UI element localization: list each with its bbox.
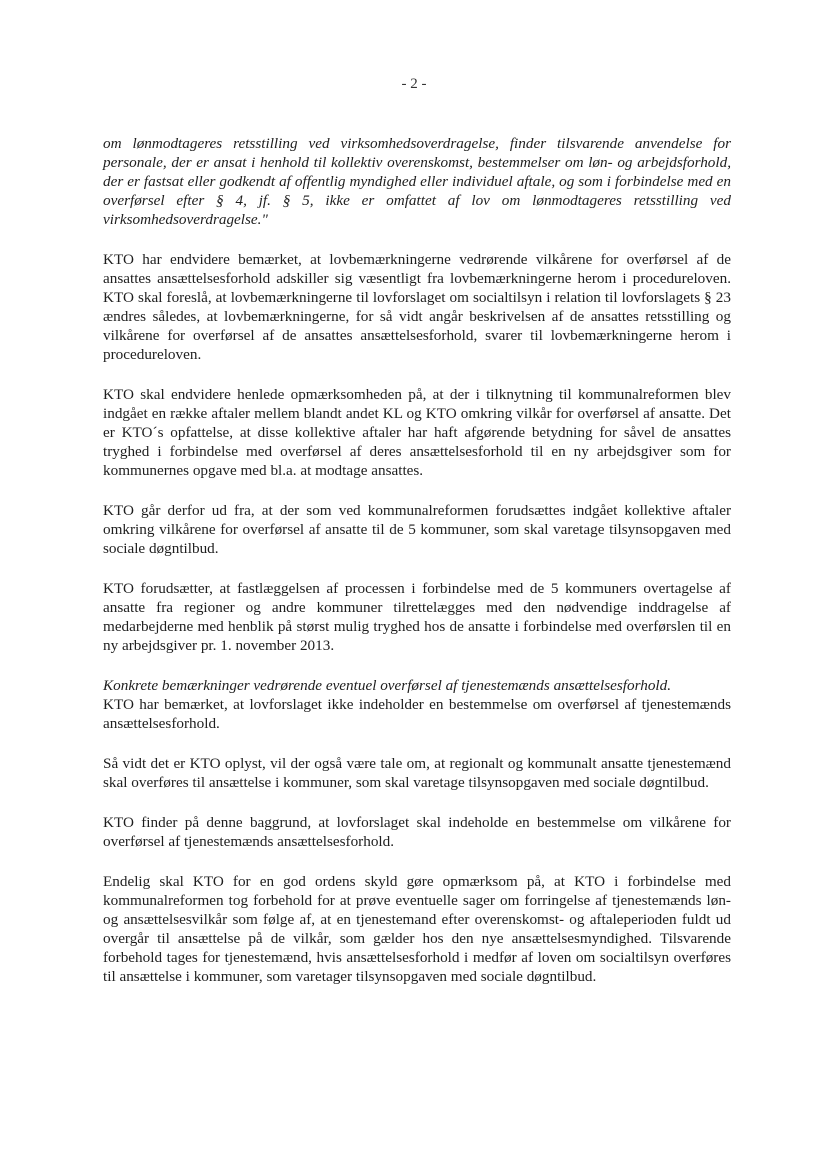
body-paragraph: Endelig skal KTO for en god ordens skyld gøre opmærksom på, at KTO i forbindelse med kommunalreformen tog forbehold for at prøve eventuelle sager om forringelse af tjenestemænds løn- og ansættelsesvilkår som følge af, at en tjenestemand efter overenskomst- og aftaleperioden fuldt ud overgår til ansættelse på de vilkår, som gælder hos den nye ansættelsesmyndighed. Tilsvarende forbehold tages for tjenestemænd, hvis ansættelsesforhold i medfør af loven om socialtilsyn overføres til ansættelse i kommuner, som varetager tilsynsopgaven med sociale døgntilbud.: [103, 873, 731, 985]
body-paragraph: KTO skal endvidere henlede opmærksomheden på, at der i tilknytning til kommunalreformen blev indgået en række aftaler mellem blandt andet KL og KTO omkring vilkår for overførsel af ansatte. Det er KTO´s opfattelse, at disse kollektive aftaler har haft afgørende betydning for såvel de ansattes tryghed i forbindelse med overførsel af deres ansættelsesforhold til en ny arbejdsgiver som for kommunernes opgave med bl.a. at modtage ansattes.: [103, 386, 731, 479]
body-paragraph: KTO forudsætter, at fastlæggelsen af processen i forbindelse med de 5 kommuners overtagelse af ansatte fra regioner og andre kommuner tilrettelægges med den nødvendige inddragelse af medarbejderne med henblik på størst mulig tryghed hos de ansatte i forbindelse med overførslen til en ny arbejdsgiver pr. 1. november 2013.: [103, 580, 731, 654]
quoted-paragraph: om lønmodtageres retsstilling ved virksomhedsoverdragelse, finder tilsvarende anvendelse for personale, der er ansat i henhold til kollektiv overenskomst, bestemmelser om løn- og arbejdsforhold, der er fastsat eller godkendt af offentlig myndighed eller individuel aftale, og som i forbindelse med en overførsel efter § 4, jf. § 5, ikke er omfattet af lov om lønmodtageres retsstilling ved virksomhedsoverdragelse.": [103, 135, 731, 228]
body-paragraph: Så vidt det er KTO oplyst, vil der også være tale om, at regionalt og kommunalt ansatte tjenestemænd skal overføres til ansættelse i kommuner, som skal varetage tilsynsopgaven med sociale døgntilbud.: [103, 755, 731, 791]
page-number: - 2 -: [401, 76, 427, 92]
body-paragraph: KTO går derfor ud fra, at der som ved kommunalreformen forudsættes indgået kollektive aftaler omkring vilkårene for overførsel af ansatte til de 5 kommuner, som skal varetage tilsynsopgaven med sociale døgntilbud.: [103, 502, 731, 557]
body-paragraph: KTO har bemærket, at lovforslaget ikke indeholder en bestemmelse om overførsel af tjenestemænds ansættelsesforhold.: [103, 696, 731, 732]
section-heading: Konkrete bemærkninger vedrørende eventuel overførsel af tjenestemænds ansættelsesforhold.: [103, 677, 672, 694]
body-paragraph: KTO finder på denne baggrund, at lovforslaget skal indeholde en bestemmelse om vilkårene for overførsel af tjenestemænds ansættelsesforhold.: [103, 814, 731, 850]
body-paragraph: KTO har endvidere bemærket, at lovbemærkningerne vedrørende vilkårene for overførsel af de ansattes ansættelsesforhold adskiller sig væsentligt fra lovbemærkningerne herom i procedureloven. KTO skal foreslå, at lovbemærkningerne til lovforslaget om socialtilsyn i relation til lovforslagets § 23 ændres således, at lovbemærkningerne, for så vidt angår beskrivelsen af de ansattes retsstilling og vilkårene for overførsel af de ansattes ansættelsesforhold, svarer til lovbemærkningerne herom i procedureloven.: [103, 251, 731, 363]
document-body: [103, 134, 731, 986]
